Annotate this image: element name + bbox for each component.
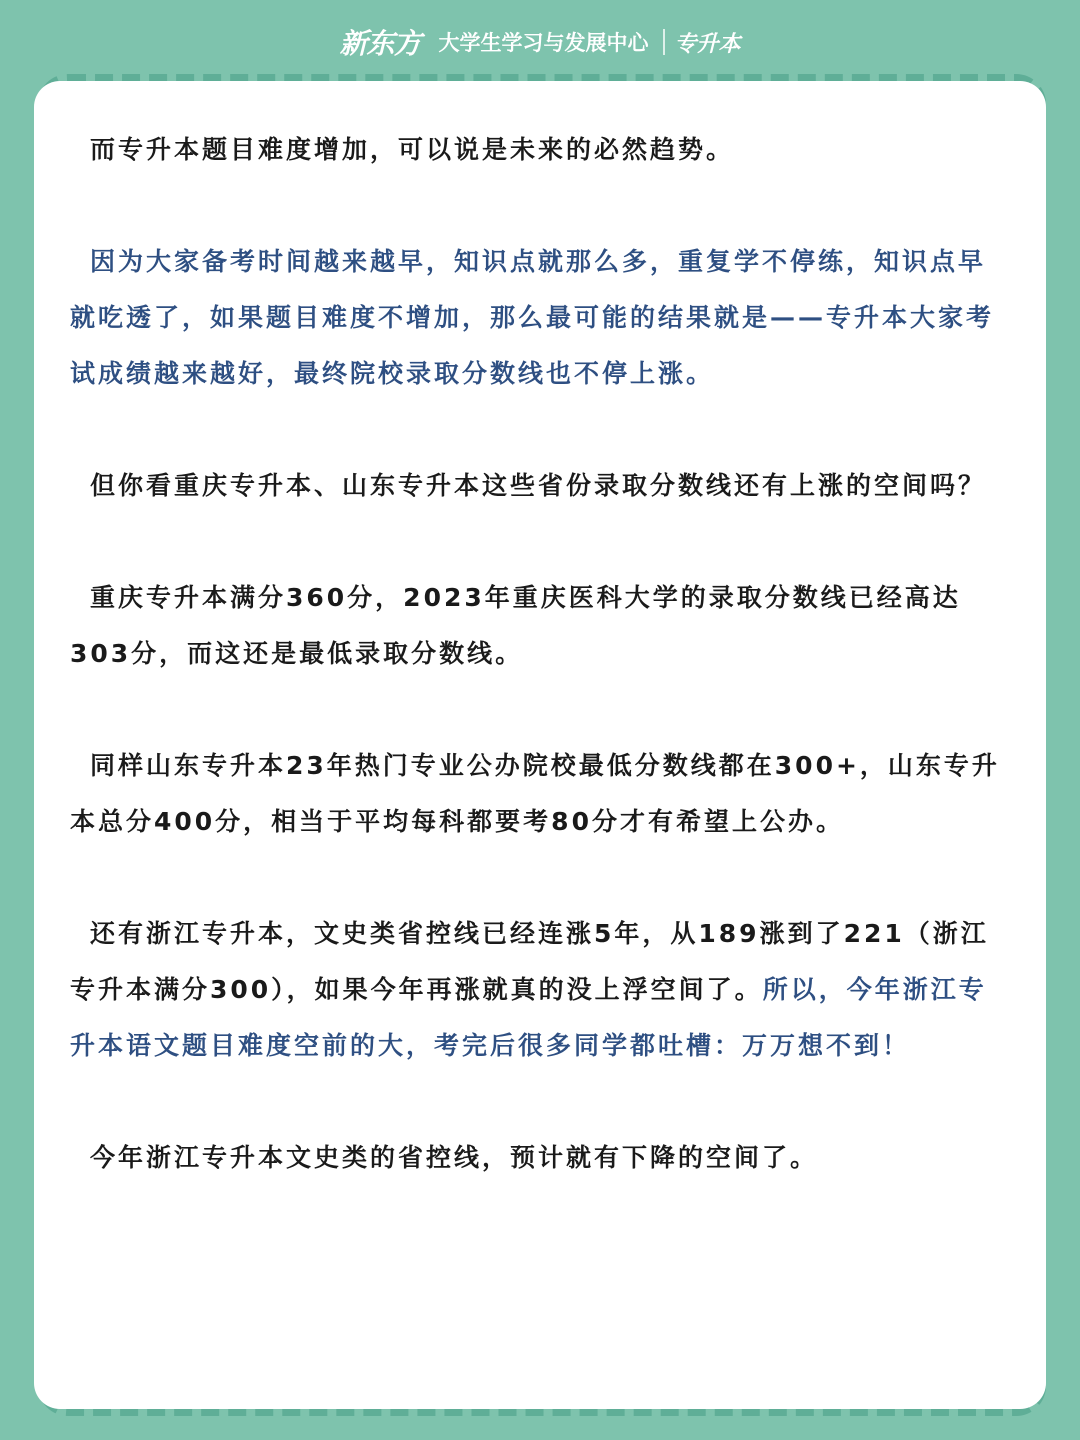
brand-subtitle: 大学生学习与发展中心 (438, 31, 649, 55)
paragraph-6 (70, 906, 1010, 1074)
brand-logo: 新东方 (339, 27, 421, 60)
paragraph-1: 而专升本题目难度增加，可以说是未来的必然趋势。 (90, 135, 735, 164)
article-body (70, 122, 1010, 1242)
header-divider (663, 29, 665, 55)
paragraph-5: 同样山东专升本23年热门专业公办院校最低分数线都在300+，山东专升本总分400分，相当于平均每科都要考80分才有希望上公办。 (70, 751, 1000, 836)
brand-tag: 专升本 (674, 31, 741, 57)
paragraph-2: 因为大家备考时间越来越早，知识点就那么多，重复学不停练，知识点早就吃透了，如果题目难度不增加，那么最可能的结果就是——专升本大家考试成绩越来越好，最终院校录取分数线也不停上涨。 (70, 247, 995, 388)
paragraph-6-text: 还有浙江专升本，文史类省控线已经连涨5年，从189涨到了221（浙江专升本满分300），如果今年再涨就真的没上浮空间了。 (70, 919, 989, 1004)
paragraph-3: 但你看重庆专升本、山东专升本这些省份录取分数线还有上涨的空间吗？ (90, 471, 987, 500)
header-bar (0, 22, 1080, 62)
paragraph-7: 今年浙江专升本文史类的省控线，预计就有下降的空间了。 (90, 1143, 819, 1172)
paragraph-6-highlight: 所以，今年浙江专升本语文题目难度空前的大，考完后很多同学都吐槽：万万想不到！ (70, 975, 987, 1060)
paragraph-4: 重庆专升本满分360分，2023年重庆医科大学的录取分数线已经高达303分，而这还是最低录取分数线。 (70, 583, 961, 668)
